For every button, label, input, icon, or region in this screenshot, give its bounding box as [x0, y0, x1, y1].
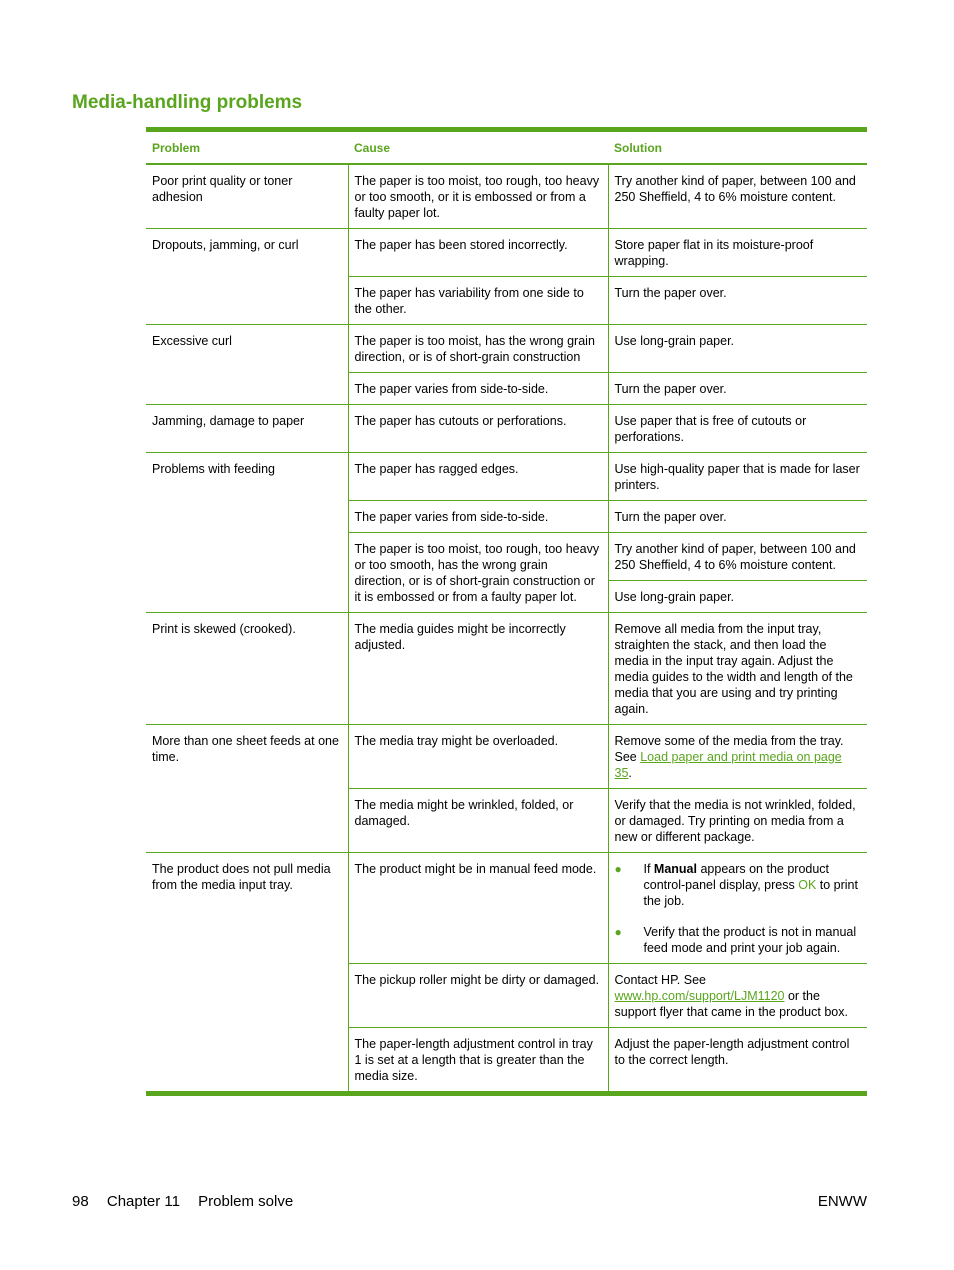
solution-cell: Try another kind of paper, between 100 and 250 Sheffield, 4 to 6% moisture content.: [608, 164, 867, 229]
cause-cell: The paper has been stored incorrectly.: [348, 229, 608, 277]
problem-cell: Poor print quality or toner adhesion: [152, 174, 293, 204]
solution-text: appears on the product control-panel display, press: [643, 862, 830, 892]
table-header-row: [146, 132, 867, 164]
header-solution: Solution: [608, 132, 867, 164]
problem-cell: More than one sheet feeds at one time.: [146, 725, 348, 853]
list-item: [615, 924, 862, 956]
solution-cell: Verify that the media is not wrinkled, folded, or damaged. Try printing on media from a new or different package.: [608, 789, 867, 853]
cause-cell: The pickup roller might be dirty or damaged.: [348, 964, 608, 1028]
solution-text: .: [628, 766, 632, 780]
solution-text: Remove some of the media from the tray. See: [614, 734, 844, 764]
problem-cell: Excessive curl: [146, 325, 348, 405]
media-problems-table: [146, 127, 867, 1096]
solution-cell: Try another kind of paper, between 100 and 250 Sheffield, 4 to 6% moisture content.: [608, 533, 867, 581]
solution-text: or the support flyer that came in the product box.: [614, 989, 848, 1019]
cause-cell: The media tray might be overloaded.: [348, 725, 608, 789]
solution-cell: Use paper that is free of cutouts or perforations.: [608, 405, 867, 453]
bullet-dot-icon: ●: [614, 925, 622, 939]
cause-cell: The paper varies from side-to-side.: [348, 373, 608, 405]
page-title: Media-handling problems: [72, 92, 303, 113]
table-row: [146, 229, 867, 277]
solution-text: Contact HP. See: [614, 973, 706, 987]
cause-cell: The paper has variability from one side to the other.: [348, 277, 608, 325]
bullet-list: [615, 861, 862, 956]
solution-cell: Turn the paper over.: [608, 373, 867, 405]
cause-cell: The paper is too moist, has the wrong grain direction, or is of short-grain construction: [348, 325, 608, 373]
solution-text: Verify that the product is not in manual feed mode and print your job again.: [643, 925, 857, 955]
table-row: [146, 853, 867, 964]
page-footer-right: ENWW: [817, 1193, 867, 1210]
bullet-dot-icon: ●: [614, 862, 622, 876]
cause-cell: The paper is too moist, too rough, too heavy or too smooth, or it is embossed or from a faulty paper lot.: [348, 164, 608, 229]
table-row: [146, 405, 867, 453]
cause-cell: The paper is too moist, too rough, too heavy or too smooth, has the wrong grain direction, or is of short-grain construction or it is embossed or from a faulty paper lot.: [348, 533, 608, 613]
cause-cell: The paper varies from side-to-side.: [348, 501, 608, 533]
load-paper-link[interactable]: Load paper and print media on page 35: [614, 750, 842, 780]
page-footer-left: [72, 1193, 293, 1210]
solution-cell: Store paper flat in its moisture-proof wrapping.: [608, 229, 867, 277]
table-row: [146, 325, 867, 373]
problem-cell: Problems with feeding: [146, 453, 348, 613]
solution-cell: Turn the paper over.: [608, 501, 867, 533]
problem-cell: Print is skewed (crooked).: [146, 613, 348, 725]
solution-cell: Use high-quality paper that is made for laser printers.: [608, 453, 867, 501]
hp-support-link[interactable]: www.hp.com/support/LJM1120: [614, 989, 785, 1003]
manual-label: Manual: [653, 862, 697, 876]
solution-cell: Use long-grain paper.: [608, 325, 867, 373]
cause-cell: The media might be wrinkled, folded, or damaged.: [348, 789, 608, 853]
cause-cell: The paper has ragged edges.: [348, 453, 608, 501]
table-row: [146, 725, 867, 789]
cause-cell: The paper-length adjustment control in tray 1 is set at a length that is greater than the media size.: [348, 1028, 608, 1092]
cause-cell: The product might be in manual feed mode.: [348, 853, 608, 964]
chapter-label: Chapter 11: [106, 1193, 180, 1210]
page-number: 98: [72, 1193, 89, 1210]
section-label: Problem solve: [198, 1193, 294, 1210]
problem-cell: Jamming, damage to paper: [146, 405, 348, 453]
solution-cell: Remove all media from the input tray, straighten the stack, and then load the media in the input tray again. Adjust the media guides to the width and length of the media that you are using and try printing again.: [608, 613, 867, 725]
solution-text: to print the job.: [643, 878, 858, 908]
problem-cell: Dropouts, jamming, or curl: [146, 229, 348, 325]
solution-cell: Turn the paper over.: [608, 277, 867, 325]
list-item: [615, 861, 862, 909]
cause-cell: The paper has cutouts or perforations.: [348, 405, 608, 453]
solution-cell: Use long-grain paper.: [608, 581, 867, 613]
header-problem: Problem: [146, 132, 348, 164]
solution-cell: Adjust the paper-length adjustment control to the correct length.: [608, 1028, 867, 1092]
table-row: [146, 453, 867, 501]
cause-cell: The media guides might be incorrectly adjusted.: [348, 613, 608, 725]
ok-button-label: OK: [798, 878, 817, 892]
header-cause: Cause: [348, 132, 608, 164]
solution-cell: [608, 725, 867, 789]
solution-cell: [608, 853, 867, 964]
solution-text: If: [643, 862, 654, 876]
table-row: [146, 613, 867, 725]
table-row: [146, 164, 867, 229]
problem-cell: The product does not pull media from the media input tray.: [146, 853, 348, 1092]
solution-cell: [608, 964, 867, 1028]
